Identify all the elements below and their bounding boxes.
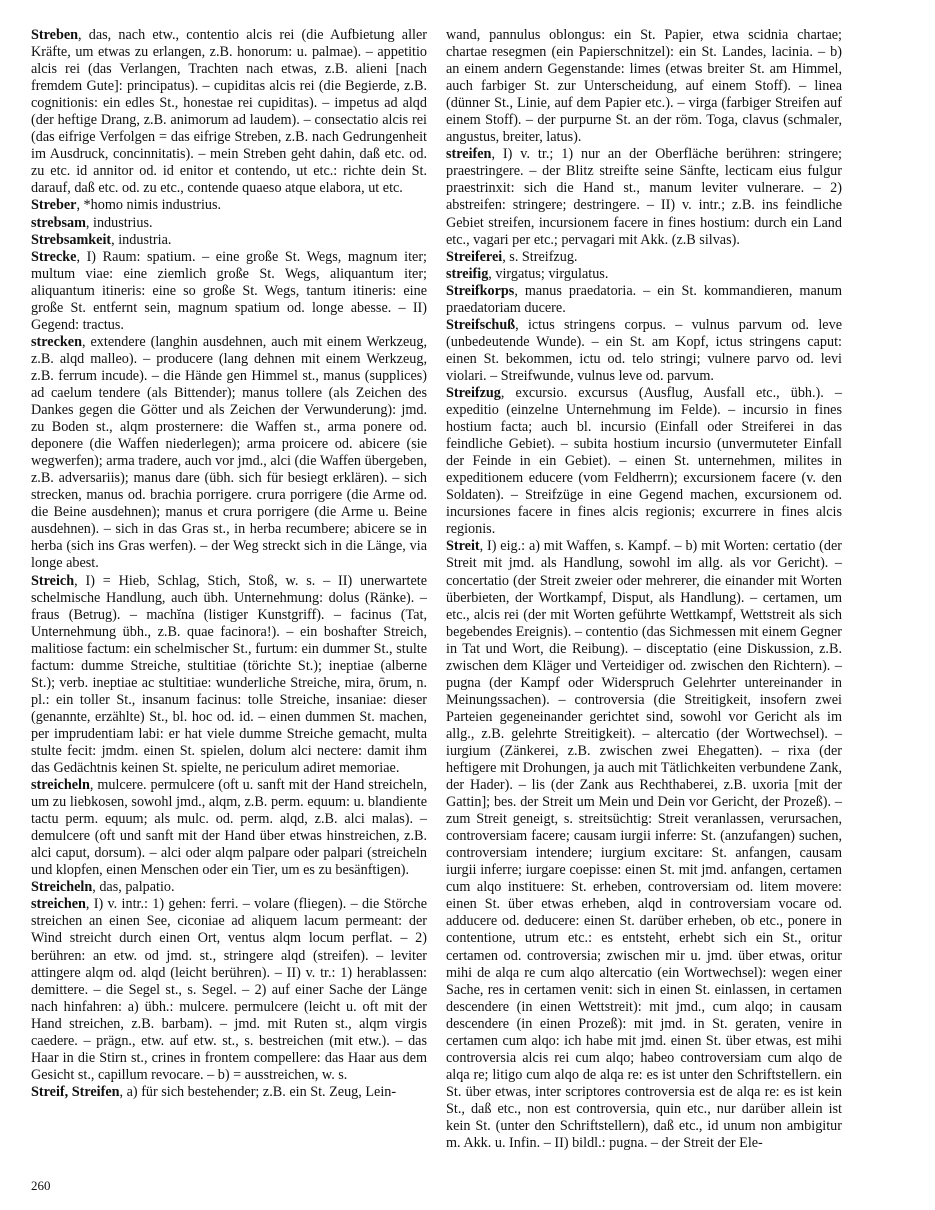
definition: , das, nach etw., contentio alcis rei (die Aufbietung aller Kräfte, um etwas zu erlangen, z.B. honorum: u. palmae). – appetitio alcis rei (das Verlangen, Trachten nach etwas, z.B. alieni [nach fremdem Gute]: principatus). – cupiditas alcis rei (die Begierde, z.B. cognitionis: ein edles St., honestae rei cupiditas). – impetus ad alqd (der heftige Drang, z.B. animorum ad laudem). – consectatio alcis rei (das eifrige Verfolgen = das eifrige Streben, z.B. nach Gedrungenheit im Ausdruck, concinnitatis). – mein Streben geht dahin, daß etc. od. zu etc. id annitor od. id enitor et contendo, ut etc.: richte dein St. darauf, daß etc. od. zu etc., contende quaeso atque elabora, ut etc.: [31, 27, 427, 197]
definition: wand, pannulus oblongus: ein St. Papier, etwa scidnia chartae; chartae resegmen (ein Papierschnitzel): ein St. Landes, lacinia. – b) an einem andern Gegenstande: limes (etwas breiter St. am Himmel, auch farbiger St. zur Unterscheidung, auf einem Stoff). – linea (dünner St., Linie, auf dem Papier etc.). – virga (farbiger Streifen auf einem Stoff). – der purpurne St. an der röm. Toga, clavus (schmaler, angustus, breiter, latus).: [446, 27, 842, 146]
headword: strecken: [31, 333, 82, 350]
dictionary-entry: [31, 249, 427, 334]
headword: Streifschuß: [446, 316, 516, 333]
dictionary-entry: [31, 777, 427, 879]
definition: , a) für sich bestehender; z.B. ein St. Zeug, Lein-: [119, 1083, 397, 1100]
headword: streifen: [446, 146, 492, 163]
dictionary-entry: [446, 317, 842, 385]
headword: Streicheln: [31, 879, 93, 896]
headword: strebsam: [31, 214, 86, 231]
right-column: [446, 27, 842, 1152]
definition: , virgatus; virgulatus.: [488, 265, 609, 282]
dictionary-entry: [446, 266, 842, 283]
headword: Streif, Streifen: [31, 1083, 120, 1100]
dictionary-entry: [446, 538, 842, 1152]
dictionary-entry: [446, 249, 842, 266]
definition: , I) v. tr.; 1) nur an der Oberfläche berühren: stringere; praestringere. – der Blitz streifte seine Sänfte, lecticam eius fulgur praestrinxit: sich die Hand st., manum leviter vulnerare. – 2) abstreifen: stringere; destringere. – II) v. intr.; z.B. ins feindliche Gebiet streifen, incursionem facere in fines hostium: durch ein Land etc., vagari per etc.; pervagari mit Akk. (z.B silvas).: [446, 146, 842, 248]
definition: , ictus stringens corpus. – vulnus parvum od. leve (unbedeutende Wunde). – ein St. am Kopf, ictus stringens caput: einen St. bekommen, ictu od. telo stringi; vulnere parvo od. levi violari. – Streifwunde, vulnus leve od. parvum.: [446, 316, 842, 384]
dictionary-entry: [446, 283, 842, 317]
dictionary-entry: [31, 27, 427, 197]
definition: , industrius.: [85, 214, 153, 231]
dictionary-entry: [31, 232, 427, 249]
definition: , industria.: [111, 231, 172, 248]
headword: Streifzug: [446, 384, 501, 401]
definition: , I) = Hieb, Schlag, Stich, Stoß, w. s. – II) unerwartete schelmische Handlung, auch übh. Unternehmung: dolus (Ränke). – fraus (Betrug). – machĭna (listiger Kunstgriff). – facinus (Tat, Unternehmung übh., z.B. quae facinora!). – ein boshafter Streich, malitiose factum: ein schelmischer St., furtum: ein dummer St., stulte factum: dumme Streiche, stultitiae (törichte St.); ineptiae (alberne St.); verb. ineptiae ac stultitiae: wunderliche Streiche, mira, ōrum, n. pl.: ein toller St., insanum facinus: tolle Streiche, insaniae: dieser (genannte, erzählte) St., bl. hoc od. id. – einen dummen St. machen, per imprudentiam labi: er hat viele dumme Streiche gemacht, multa stulte fecit: jmdm. einen St. spielen, dolum alci nectere: damit ihm das Gedächtnis keinen St. spielte, ne periculum adiret memoriae.: [31, 572, 427, 777]
definition: , I) v. intr.: 1) gehen: ferri. – volare (fliegen). – die Störche streichen an einen See, ciconiae ad aliquem lacum permeant: der Wind streicht durch einen Ort, ventus alqm locum perflat. – 2) berühren: an etw. od jmd. st., stringere alqd (streifen). – leviter attingere alqm od. alqd (leicht berühren). – II) v. tr.: 1) herablassen: demittere. – die Segel st., s. Segel. – 2) auf einer Sache der Länge nach hinfahren: a) übh.: mulcere. permulcere (leicht u. oft mit der Hand streichen, z.B. barbam). – jmd. mit Ruten st., alqm virgis caedere. – prägn., etw. auf etw. st., s. bestreichen (mit etw.). – das Haar in die Stirn st., crines in frontem compellere: das Haar aus dem Gesicht st., capillum revocare. – b) = ausstreichen, w. s.: [31, 896, 427, 1083]
headword: Streifkorps: [446, 282, 515, 299]
dictionary-entry: [31, 334, 427, 573]
dictionary-entry: [31, 1084, 427, 1101]
headword: Streich: [31, 572, 75, 589]
dictionary-entry: [446, 146, 842, 248]
dictionary-entry: [31, 573, 427, 778]
dictionary-entry: [446, 27, 842, 146]
definition: , mulcere. permulcere (oft u. sanft mit der Hand streicheln, um zu liebkosen, sowohl jmd., alqm, z.B. perm. equum: u. blandiente tactu perm. equum; als mulc. od. perm. alqd, z.B. alci malas). – demulcere (oft und sanft mit der Hand über etwas hinstreichen, z.B. alci caput, dorsum). – alci oder alqm palpare oder palpari (streicheln und klopfen, einen Menschen oder ein Tier, um es zu besänftigen).: [31, 777, 427, 879]
definition: , I) Raum: spatium. – eine große St. Wegs, magnum iter; multum viae: eine ziemlich große St. Wegs, aliquantum iter; aliquantum itineris: eine so große St. Wegs, tantum itineris: eine große St. entfernt sein, magnum spatium od. longe abesse. – II) Gegend: tractus.: [31, 248, 427, 333]
dictionary-entry: [31, 197, 427, 214]
definition: , excursio. excursus (Ausflug, Ausfall etc., übh.). – expeditio (einzelne Unternehmung im Felde). – incursio in fines hostium facta; auch bl. incursio (Einfall oder Streiferei in das feindliche Gebiet). – subita hostium incursio (unvermuteter Einfall der Feinde in ein Gebiet). – einen St. unternehmen, milites in expeditionem educere (vom Feldherrn); excursionem facere (v. den Soldaten). – Streifzüge in eine Gegend machen, excursionem od. incursiones facere in fines alcis regionis; excurrere in fines alcis regionis.: [446, 384, 842, 538]
headword: Streben: [31, 27, 79, 43]
definition: , manus praedatoria. – ein St. kommandieren, manum praedatoriam ducere.: [446, 282, 842, 316]
dictionary-entry: [446, 385, 842, 538]
headword: Streit: [446, 538, 480, 555]
definition: , *homo nimis industrius.: [76, 197, 222, 214]
dictionary-entry: [31, 215, 427, 232]
page-number: 260: [31, 1178, 51, 1193]
dictionary-entry: [31, 879, 427, 896]
headword: Streber: [31, 197, 77, 214]
headword: streicheln: [31, 777, 90, 794]
headword: Strecke: [31, 248, 77, 265]
headword: Strebsamkeit: [31, 231, 112, 248]
definition: , das, palpatio.: [92, 879, 175, 896]
dictionary-entry: [31, 896, 427, 1084]
definition: , s. Streifzug.: [502, 248, 578, 265]
headword: streichen: [31, 896, 86, 913]
left-column: [31, 27, 427, 1101]
headword: Streiferei: [446, 248, 503, 265]
definition: , extendere (langhin ausdehnen, auch mit einem Werkzeug, z.B. alqd malleo). – producere (lang dehnen mit einem Werkzeug, z.B. ferrum incude). – die Hände gen Himmel st., manus (supplices) ad caelum tendere (als Bittender); manus tollere (als Zeichen des Dankes gegen die Götter und als Zeichen der Verwunderung): jmd. zu Boden st., alqm prosternere: die Waffen st., arma ponere od. deponere (die Waffen niederlegen); arma proicere od. abicere (sie wegwerfen); arma tradere, auch vor jmd., alci (die Waffen übergeben, z.B. adversariis); manus dare (übh. sich für besiegt erklären). – sich strecken, manus od. brachia porrigere. crura porrigere (die Arme od. die Beine ausdehnen); manus et crura porrigere (die Arme u. Beine ausdehnen). – sich in das Gras st., in herba recumbere; abicere se in herba (sich ins Gras werfen). – der Weg streckt sich in die Länge, via longe abest.: [31, 333, 427, 572]
headword: streifig: [446, 265, 489, 282]
definition: , I) eig.: a) mit Waffen, s. Kampf. – b) mit Worten: certatio (der Streit mit jmd. als Handlung, sowohl im allg. als vor Gericht). – concertatio (der Streit zweier oder mehrerer, die einander mit Worten überbieten, der Wortkampf, Disput, als Handlung). – certamen, um etc., alcis rei (der mit Worten geführte Wettkampf, Wettstreit als sich begebendes Ereignis). – contentio (das Sichmessen mit einem Gegner in Tat und Wort, die Reibung). – disceptatio (eine Diskussion, z.B. zwischen dem Kläger und Verteidiger od. zwischen den Richtern). – pugna (der Kampf oder Widerspruch Gelehrter untereinander in Meinungssachen). – controversia (die Streitigkeit, insofern zwei Parteien gegeneinander gerichtet sind, sowohl vor Gericht als im allg., z.B. gelehrte Streitigkeit). – altercatio (der Wortwechsel). – iurgium (Zänkerei, z.B. zwischen zwei Ehegatten). – rixa (der heftigere mit Drohungen, ja auch mit Tätlichkeiten verbundene Zank, der Hader). – lis (der Zank aus Rechthaberei, z.B. uxoria [mit der Gattin]; bes. der Streit um Mein und Dein vor Gericht, der Prozeß). – zum Streit geneigt, s. streitsüchtig: Streit veranlassen, verursachen, controversiam facere; causam iurgii inferre: St. (anzufangen) suchen, controversiam intendere; iurgium excitare: St. anfangen, causam iurgii inferre; iurgare coepisse: einen St. mit jmd. anfangen, certamen cum alqo instituere: St. erheben, controversiam od. litem movere: einen St. über etwas erheben, alqd in controversiam vocare od. adducere od. deducere: einen St. darüber erheben, ob etc., ponere in contentione, utrum etc.: es entsteht, erhebt sich ein St., oritur certamen od. controversia; zwischen mir u. jmd. über etwas, oritur mihi de alqa re cum alqo altercatio (ein Wortwechsel): wegen einer Sache, res in certamen venit: sich in einen St. einlassen, in certamen descendere (in einen Wettstreit): mit jmd., cum alqo; in causam descendere (in einen Prozeß): mit jmd. in St. geraten, venire in certamen cum alqo: ich habe mit jmd. einen St. über etwas, est mihi controversia alcis rei cum alqo; habeo controversiam cum alqo de alqa re; litigo cum alqo de alqa re: es ist unter den Schriftstellern. ein St. über etwas, inter scriptores controversia est de alqa re: es ist kein St., daß etc., non est controversia, quin etc., nur darüber allein ist kein St. (unter den Schriftstellern), daß etc., id unum non ambigitur m. Akk. u. Infin. – II) bildl.: pugna. – der Streit der Ele-: [446, 538, 842, 1152]
